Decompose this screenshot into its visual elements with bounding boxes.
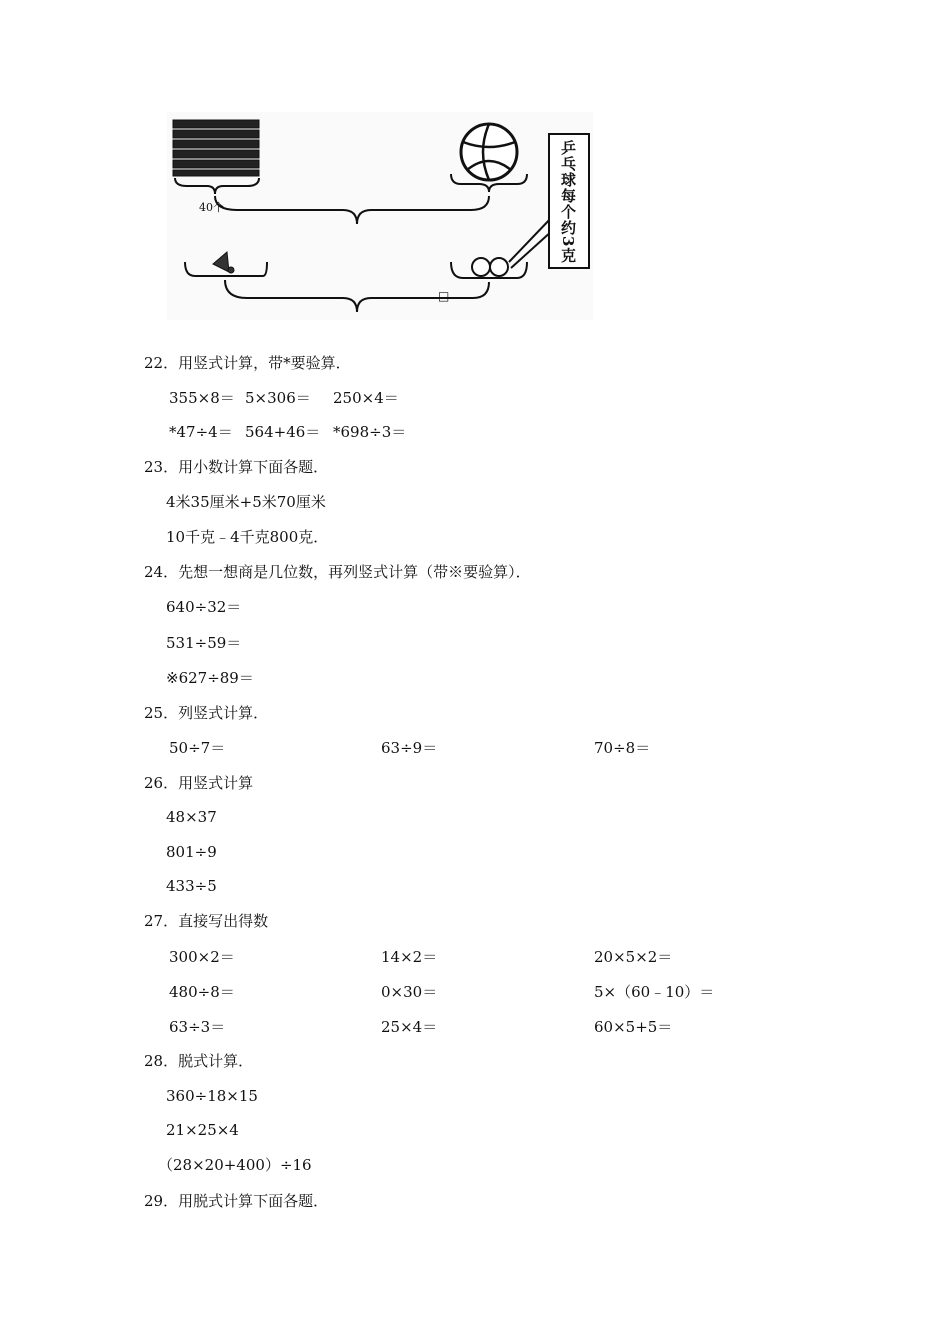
q25-item: 50÷7＝ xyxy=(169,739,226,757)
illustration-drawing xyxy=(167,112,593,320)
q27-item: 480÷8＝ xyxy=(169,983,235,1001)
q28-line: 360÷18×15 xyxy=(166,1087,258,1105)
q27-title: 27．直接写出得数 xyxy=(144,912,269,930)
q28-line: 21×25×4 xyxy=(166,1121,239,1139)
shuttlecock-count-label: 40个 xyxy=(199,201,224,214)
q25-title: 25．列竖式计算． xyxy=(144,704,269,722)
q27-item: 20×5×2＝ xyxy=(594,948,673,966)
q24-line: ※627÷89＝ xyxy=(166,669,254,687)
q22-item: 5×306＝ xyxy=(245,389,311,407)
q22-item: 250×4＝ xyxy=(333,389,399,407)
q25-item: 63÷9＝ xyxy=(381,739,438,757)
q23-line: 4米35厘米+5米70厘米 xyxy=(166,493,326,511)
shuttlecock-icon xyxy=(213,252,234,273)
ping-pong-note: 乒乓球每个约3克 xyxy=(559,140,577,264)
q26-title: 26．用竖式计算 xyxy=(144,774,254,792)
q22-item: *698÷3＝ xyxy=(333,423,407,441)
q23-line: 10千克﹣4千克800克． xyxy=(166,528,329,546)
q24-line: 640÷32＝ xyxy=(166,598,242,616)
problem-illustration xyxy=(167,112,593,320)
q27-item: 300×2＝ xyxy=(169,948,235,966)
answer-box: □ xyxy=(438,289,450,303)
q27-item: 63÷3＝ xyxy=(169,1018,226,1036)
ping-pong-balls-icon xyxy=(472,258,508,276)
q27-item: 25×4＝ xyxy=(381,1018,438,1036)
shuttlecock-stack-icon xyxy=(173,120,259,176)
q23-title: 23．用小数计算下面各题． xyxy=(144,458,329,476)
q25-item: 70÷8＝ xyxy=(594,739,651,757)
q27-item: 0×30＝ xyxy=(381,983,438,1001)
q27-item: 5×（60﹣10）＝ xyxy=(594,983,715,1001)
q26-line: 48×37 xyxy=(166,808,217,826)
q29-title: 29．用脱式计算下面各题． xyxy=(144,1192,329,1210)
q22-item: 564+46＝ xyxy=(245,423,321,441)
q22-title: 22．用竖式计算，带*要验算． xyxy=(144,354,351,372)
q28-title: 28．脱式计算． xyxy=(144,1052,254,1070)
q27-item: 14×2＝ xyxy=(381,948,438,966)
q22-item: *47÷4＝ xyxy=(169,423,233,441)
q26-line: 433÷5 xyxy=(166,877,217,895)
q24-line: 531÷59＝ xyxy=(166,634,242,652)
q26-line: 801÷9 xyxy=(166,843,217,861)
volleyball-icon xyxy=(461,124,517,180)
q27-item: 60×5+5＝ xyxy=(594,1018,673,1036)
q28-line: （28×20+400）÷16 xyxy=(158,1156,312,1174)
q24-title: 24．先想一想商是几位数，再列竖式计算（带※要验算）． xyxy=(144,563,531,581)
q22-item: 355×8＝ xyxy=(169,389,235,407)
